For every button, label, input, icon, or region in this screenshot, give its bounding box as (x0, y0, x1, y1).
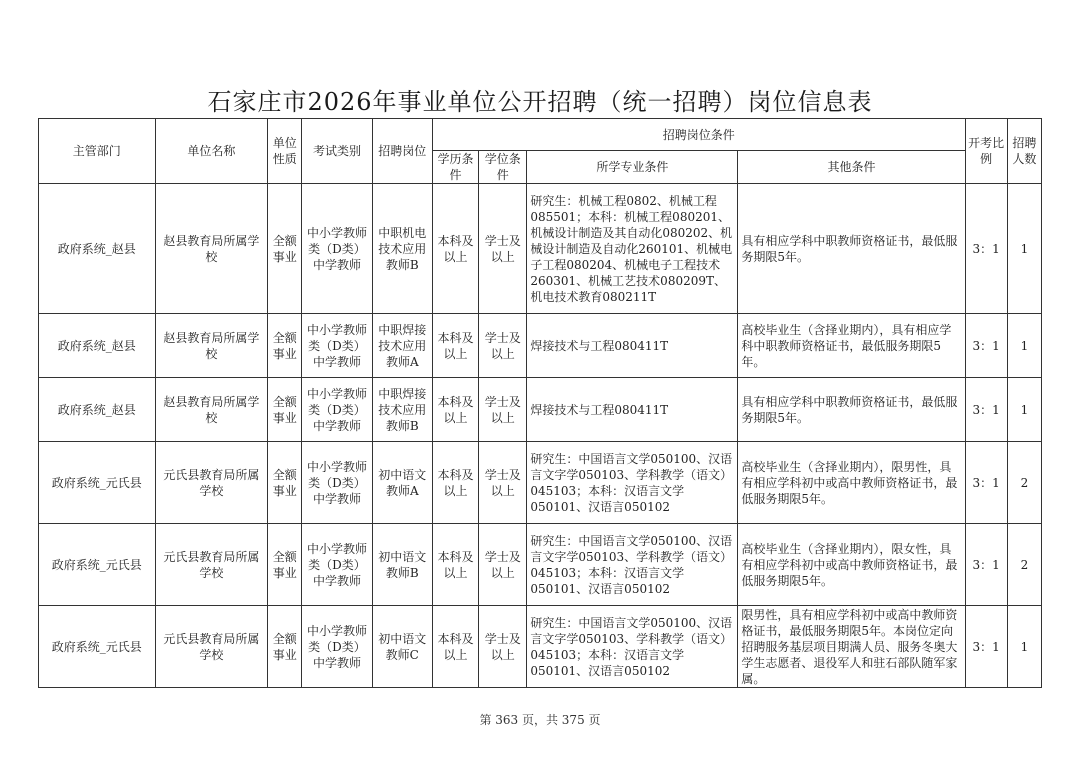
table-row (39, 184, 1042, 314)
cell-other: 限男性，具有相应学科初中或高中教师资格证书，最低服务期限5年。本岗位定向招聘服务基层项目期满人员、服务冬奥大学生志愿者、退役军人和驻石部队随军家属。 (738, 606, 965, 688)
cell-ratio: 3：1 (965, 442, 1007, 524)
cell-count: 2 (1007, 524, 1041, 606)
cell-major: 研究生：中国语言文学050100、汉语言文字学050103、学科教学（语文）045103；本科：汉语言文学050101、汉语言050102 (527, 442, 738, 524)
cell-major: 研究生：中国语言文学050100、汉语言文字学050103、学科教学（语文）045103；本科：汉语言文学050101、汉语言050102 (527, 606, 738, 688)
cell-dept: 政府系统_元氏县 (39, 606, 156, 688)
header-unit: 单位名称 (155, 119, 268, 184)
header-post: 招聘岗位 (372, 119, 432, 184)
cell-exam: 中小学教师类（D类）中学教师 (302, 314, 372, 378)
cell-other: 高校毕业生（含择业期内），具有相应学科中职教师资格证书，最低服务期限5年。 (738, 314, 965, 378)
table-row (39, 378, 1042, 442)
cell-unit: 元氏县教育局所属学校 (155, 606, 268, 688)
cell-degree: 学士及以上 (479, 184, 527, 314)
cell-other: 高校毕业生（含择业期内），限男性，具有相应学科初中或高中教师资格证书，最低服务期限5年。 (738, 442, 965, 524)
cell-other: 具有相应学科中职教师资格证书，最低服务期限5年。 (738, 378, 965, 442)
cell-edu: 本科及以上 (432, 314, 478, 378)
cell-nature: 全额事业 (268, 524, 302, 606)
cell-dept: 政府系统_赵县 (39, 314, 156, 378)
cell-nature: 全额事业 (268, 378, 302, 442)
cell-count: 1 (1007, 184, 1041, 314)
cell-unit: 元氏县教育局所属学校 (155, 524, 268, 606)
cell-post: 中职焊接技术应用教师B (372, 378, 432, 442)
cell-degree: 学士及以上 (479, 606, 527, 688)
page-footer: 第 363 页，共 375 页 (479, 713, 601, 727)
cell-post: 初中语文教师B (372, 524, 432, 606)
cell-major: 研究生：机械工程0802、机械工程085501；本科：机械工程080201、机械设计制造及其自动化080202、机械设计制造及自动化260101、机械电子工程080204、机械电子工程技术260301、机械工艺技术080209T、机电技术教育080211T (527, 184, 738, 314)
cell-ratio: 3：1 (965, 378, 1007, 442)
cell-edu: 本科及以上 (432, 606, 478, 688)
header-other: 其他条件 (738, 151, 965, 184)
table-row (39, 524, 1042, 606)
page-title: 石家庄市2026年事业单位公开招聘（统一招聘）岗位信息表 (207, 88, 873, 116)
table-row (39, 314, 1042, 378)
header-ratio: 开考比例 (965, 119, 1007, 184)
cell-count: 1 (1007, 314, 1041, 378)
cell-degree: 学士及以上 (479, 442, 527, 524)
cell-count: 1 (1007, 606, 1041, 688)
cell-unit: 元氏县教育局所属学校 (155, 442, 268, 524)
header-exam: 考试类别 (302, 119, 372, 184)
cell-exam: 中小学教师类（D类）中学教师 (302, 606, 372, 688)
header-dept: 主管部门 (39, 119, 156, 184)
cell-exam: 中小学教师类（D类）中学教师 (302, 378, 372, 442)
cell-edu: 本科及以上 (432, 378, 478, 442)
cell-exam: 中小学教师类（D类）中学教师 (302, 442, 372, 524)
cell-exam: 中小学教师类（D类）中学教师 (302, 524, 372, 606)
cell-nature: 全额事业 (268, 184, 302, 314)
cell-degree: 学士及以上 (479, 524, 527, 606)
cell-other: 具有相应学科中职教师资格证书，最低服务期限5年。 (738, 184, 965, 314)
cell-ratio: 3：1 (965, 524, 1007, 606)
cell-degree: 学士及以上 (479, 314, 527, 378)
cell-dept: 政府系统_赵县 (39, 184, 156, 314)
cell-major: 焊接技术与工程080411T (527, 378, 738, 442)
cell-unit: 赵县教育局所属学校 (155, 378, 268, 442)
cell-post: 初中语文教师C (372, 606, 432, 688)
cell-other: 高校毕业生（含择业期内），限女性，具有相应学科初中或高中教师资格证书，最低服务期限5年。 (738, 524, 965, 606)
cell-major: 研究生：中国语言文学050100、汉语言文字学050103、学科教学（语文）045103；本科：汉语言文学050101、汉语言050102 (527, 524, 738, 606)
cell-major: 焊接技术与工程080411T (527, 314, 738, 378)
cell-dept: 政府系统_赵县 (39, 378, 156, 442)
header-major: 所学专业条件 (527, 151, 738, 184)
cell-nature: 全额事业 (268, 314, 302, 378)
header-conditions: 招聘岗位条件 (432, 119, 965, 151)
cell-nature: 全额事业 (268, 606, 302, 688)
cell-count: 1 (1007, 378, 1041, 442)
cell-edu: 本科及以上 (432, 524, 478, 606)
recruitment-table (38, 118, 1042, 688)
cell-nature: 全额事业 (268, 442, 302, 524)
cell-ratio: 3：1 (965, 314, 1007, 378)
header-count: 招聘人数 (1007, 119, 1041, 184)
cell-dept: 政府系统_元氏县 (39, 524, 156, 606)
cell-post: 初中语文教师A (372, 442, 432, 524)
cell-count: 2 (1007, 442, 1041, 524)
cell-dept: 政府系统_元氏县 (39, 442, 156, 524)
table-row (39, 606, 1042, 688)
cell-unit: 赵县教育局所属学校 (155, 184, 268, 314)
cell-ratio: 3：1 (965, 184, 1007, 314)
cell-unit: 赵县教育局所属学校 (155, 314, 268, 378)
header-edu: 学历条件 (432, 151, 478, 184)
cell-edu: 本科及以上 (432, 184, 478, 314)
cell-post: 中职焊接技术应用教师A (372, 314, 432, 378)
header-degree: 学位条件 (479, 151, 527, 184)
cell-post: 中职机电技术应用教师B (372, 184, 432, 314)
table-row (39, 442, 1042, 524)
header-nature: 单位性质 (268, 119, 302, 184)
cell-degree: 学士及以上 (479, 378, 527, 442)
cell-ratio: 3：1 (965, 606, 1007, 688)
cell-exam: 中小学教师类（D类）中学教师 (302, 184, 372, 314)
cell-edu: 本科及以上 (432, 442, 478, 524)
